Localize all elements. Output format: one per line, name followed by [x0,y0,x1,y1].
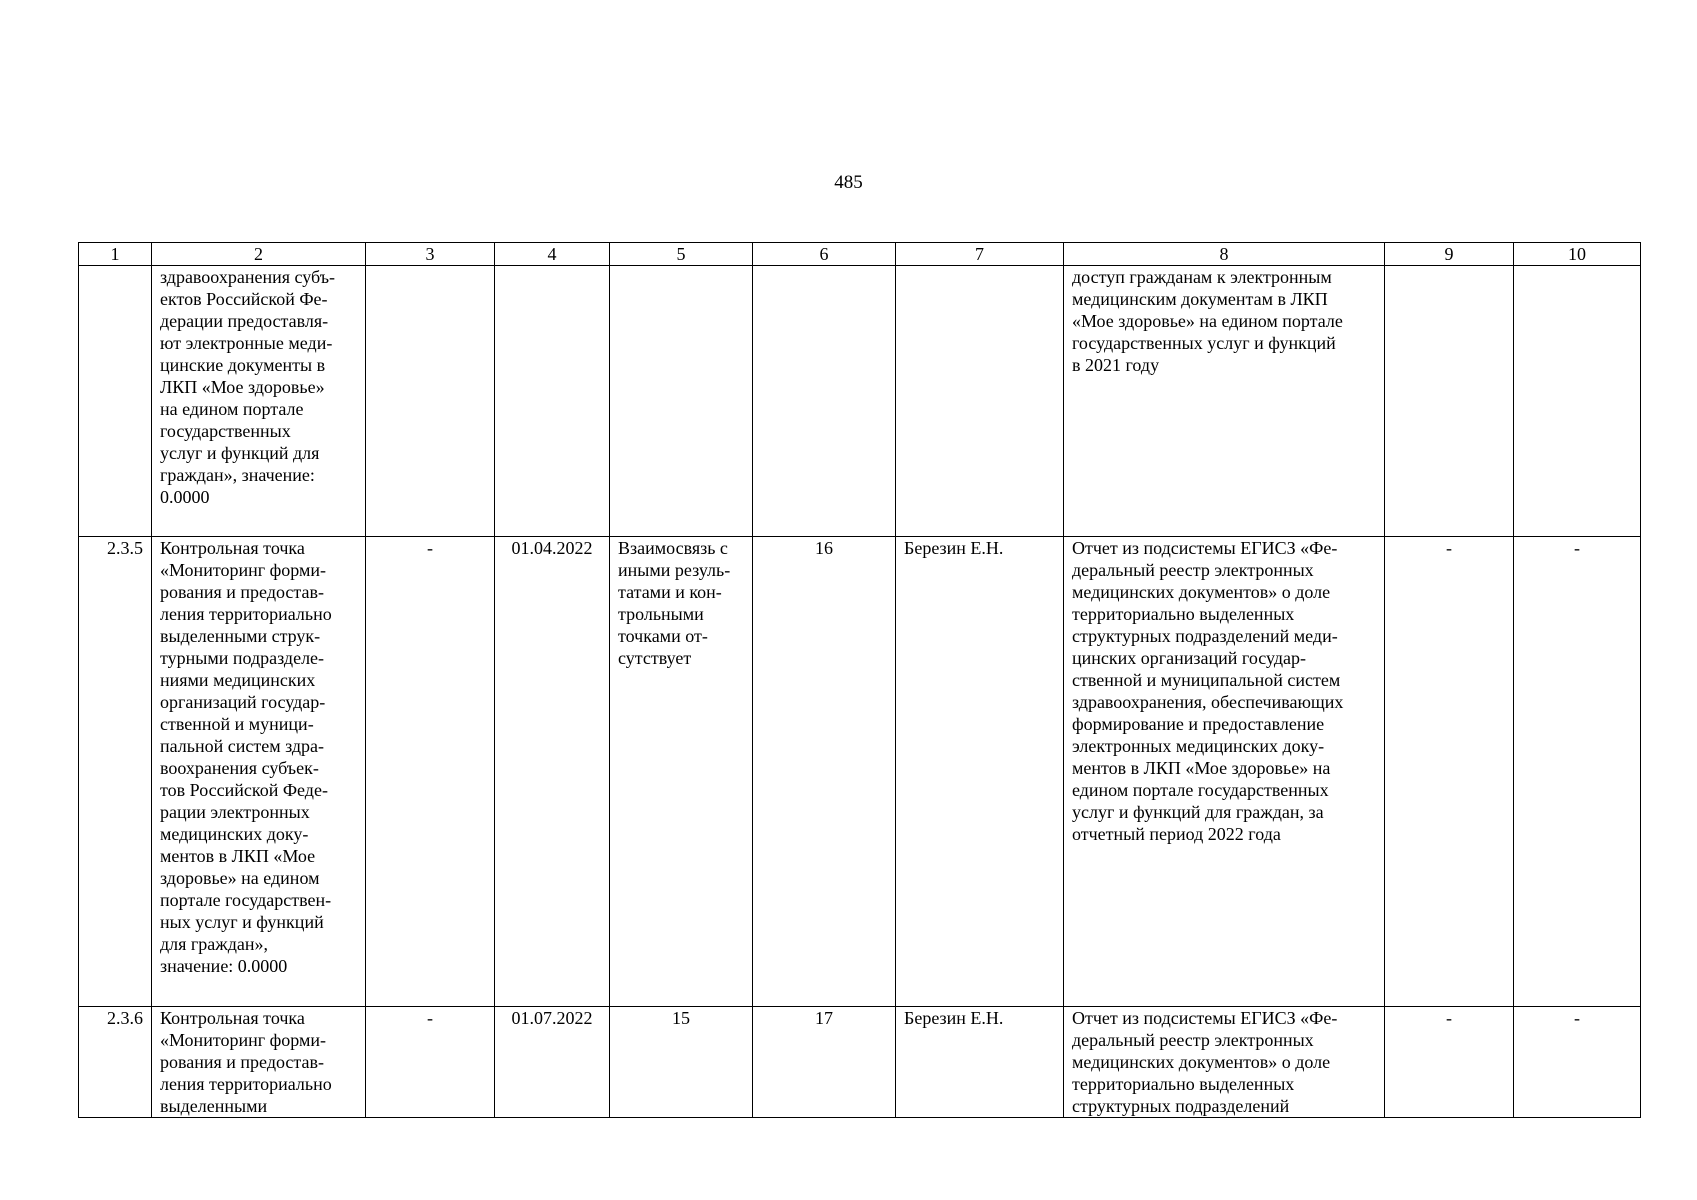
row-number: 2.3.6 [79,1007,152,1118]
cell-col-3: - [366,537,495,1007]
cell-relation: Взаимосвязь с иными резуль- татами и кон- трольными точками от- сутствует [610,537,753,1007]
header-col-9: 9 [1385,243,1514,266]
cell-col-6: 16 [753,537,896,1007]
header-col-3: 3 [366,243,495,266]
cell-responsible [896,266,1064,537]
cell-col-10: - [1514,1007,1641,1118]
table-row [79,1007,1641,1118]
row-number [79,266,152,537]
cell-document: Отчет из подсистемы ЕГИСЗ «Фе- деральный реестр электронных медицинских документов» о доле территориально выделенных структурных подразделений [1064,1007,1385,1118]
table-row [79,537,1641,1007]
cell-col-3: - [366,1007,495,1118]
cell-col-6: 17 [753,1007,896,1118]
header-col-6: 6 [753,243,896,266]
cell-col-3 [366,266,495,537]
header-col-2: 2 [152,243,366,266]
header-col-10: 10 [1514,243,1641,266]
cell-responsible: Березин Е.Н. [896,537,1064,1007]
plan-table [78,242,1641,1118]
cell-relation [610,266,753,537]
header-col-4: 4 [495,243,610,266]
cell-col-10: - [1514,537,1641,1007]
cell-name: Контрольная точка «Мониторинг форми- рования и предостав- ления территориально выделенными [152,1007,366,1118]
cell-col-9: - [1385,1007,1514,1118]
header-col-1: 1 [79,243,152,266]
header-col-5: 5 [610,243,753,266]
cell-date: 01.07.2022 [495,1007,610,1118]
cell-name: Контрольная точка «Мониторинг форми- рования и предостав- ления территориально выделенными струк- турными подразделе- ниями медицинских организаций государ- ственной и муници- пальной систем здра- воохранения субъек- тов Российской Феде- рации электронных медицинских доку- ментов в ЛКП «Мое здоровье» на едином портале государствен- ных услуг и функций для граждан», значение: 0.0000 [152,537,366,1007]
cell-document: доступ гражданам к электронным медицинским документам в ЛКП «Мое здоровье» на едином портале государственных услуг и функций в 2021 году [1064,266,1385,537]
cell-date [495,266,610,537]
page-number: 485 [834,172,863,193]
cell-col-9: - [1385,537,1514,1007]
cell-document: Отчет из подсистемы ЕГИСЗ «Фе- деральный реестр электронных медицинских документов» о доле территориально выделенных структурных подразделений меди- цинских организаций государ- ственной и муниципальной систем здравоохранения, обеспечивающих формирование и предоставление электронных медицинских доку- ментов в ЛКП «Мое здоровье» на едином портале государственных услуг и функций для граждан, за отчетный период 2022 года [1064,537,1385,1007]
cell-name: здравоохранения субъ- ектов Российской Фе- дерации предоставля- ют электронные меди- цинские документы в ЛКП «Мое здоровье» на едином портале государственных услуг и функций для граждан», значение: 0.0000 [152,266,366,537]
cell-col-6 [753,266,896,537]
cell-col-10 [1514,266,1641,537]
header-col-8: 8 [1064,243,1385,266]
column-number-row [79,243,1641,266]
cell-responsible: Березин Е.Н. [896,1007,1064,1118]
table-row [79,266,1641,537]
header-col-7: 7 [896,243,1064,266]
cell-col-9 [1385,266,1514,537]
cell-relation: 15 [610,1007,753,1118]
row-number: 2.3.5 [79,537,152,1007]
cell-date: 01.04.2022 [495,537,610,1007]
